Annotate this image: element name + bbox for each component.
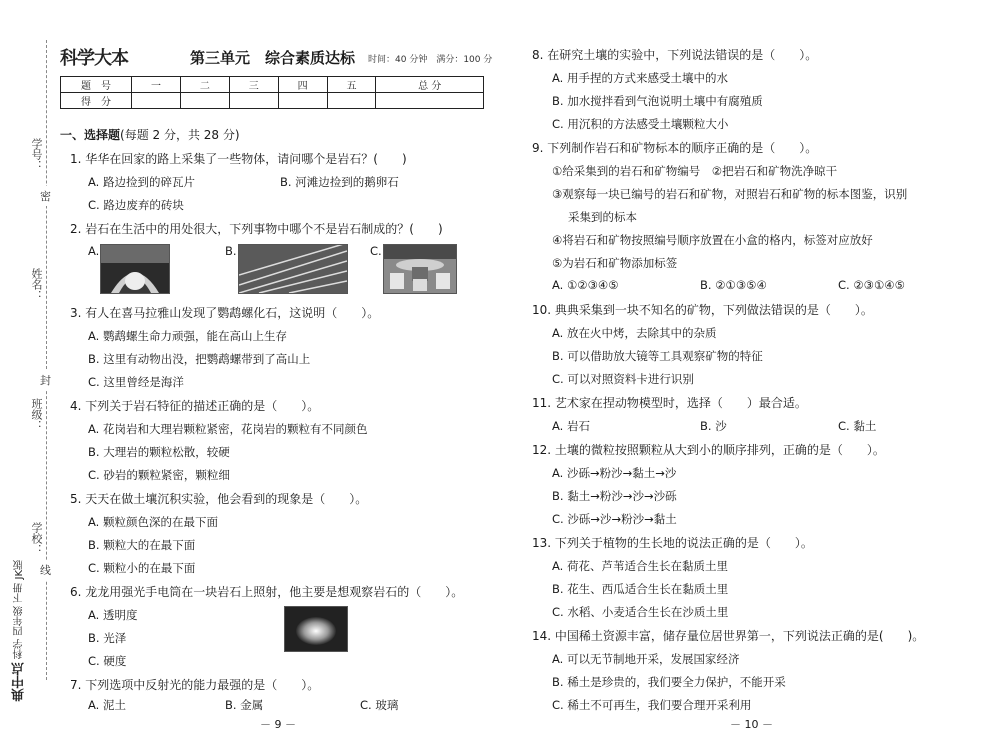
series-brand: 典中点 [12, 662, 27, 702]
question-10: 10. 典典采集到一块不知名的矿物，下列做法错误的是（ ）。 [532, 303, 873, 317]
section-note: (每题 2 分，共 28 分) [120, 128, 240, 142]
q11-option-b[interactable]: B. 沙 [700, 419, 727, 433]
q2-option-b[interactable]: B. [225, 244, 237, 258]
q7-option-c[interactable]: C. 玻璃 [360, 698, 399, 712]
q10-option-b[interactable]: B. 可以借助放大镜等工具观察矿物的特征 [552, 349, 763, 363]
question-6: 6. 龙龙用强光手电筒在一块岩石上照射，他主要是想观察岩石的（ ）。 [70, 585, 464, 599]
page-title: 第三单元 综合素质达标 [190, 49, 356, 67]
student-name-label: 姓名： [30, 268, 43, 301]
q13-option-b[interactable]: B. 花生、西瓜适合生长在黏质土里 [552, 582, 729, 596]
q3-option-a[interactable]: A. 鹦鹉螺生命力顽强，能在高山上生存 [88, 329, 287, 343]
flashlight-rock-image [284, 606, 348, 652]
q3-option-b[interactable]: B. 这里有动物出没，把鹦鹉螺带到了高山上 [88, 352, 311, 366]
student-number-label: 学号： [30, 138, 43, 171]
score-input-cell[interactable] [376, 93, 484, 109]
question-8: 8. 在研究土壤的实验中，下列说法错误的是（ ）。 [532, 48, 818, 62]
score-cell: 得 分 [61, 93, 132, 109]
question-14: 14. 中国稀土资源丰富，储存量位居世界第一，下列说法正确的是( )。 [532, 629, 925, 643]
q14-option-b[interactable]: B. 稀土是珍贵的，我们要全力保护，不能开采 [552, 675, 786, 689]
score-input-cell[interactable] [229, 93, 278, 109]
q5-option-c[interactable]: C. 颗粒小的在最下面 [88, 561, 196, 575]
q9-step-line: ④将岩石和矿物按照编号顺序放置在小盒的格内，标签对应放好 [552, 233, 873, 247]
q9-step-line: 采集到的标本 [568, 210, 637, 224]
q12-option-a[interactable]: A. 沙砾→粉沙→黏土→沙 [552, 466, 677, 480]
series-label [10, 560, 29, 701]
section-heading [60, 126, 240, 143]
question-4: 4. 下列关于岩石特征的描述正确的是（ ）。 [70, 399, 320, 413]
question-7: 7. 下列选项中反射光的能力最强的是（ ）。 [70, 678, 320, 692]
score-cell: 二 [180, 77, 229, 93]
q5-option-a[interactable]: A. 颗粒颜色深的在最下面 [88, 515, 218, 529]
cut-mark-seal: 密 [40, 186, 51, 206]
q8-option-c[interactable]: C. 用沉积的方法感受土壤颗粒大小 [552, 117, 729, 131]
q12-option-b[interactable]: B. 黏土→粉沙→沙→沙砾 [552, 489, 677, 503]
q9-step-line: ⑤为岩石和矿物添加标签 [552, 256, 678, 270]
q6-option-c[interactable]: C. 硬度 [88, 654, 127, 668]
question-13: 13. 下列关于植物的生长地的说法正确的是（ ）。 [532, 536, 813, 550]
q8-option-a[interactable]: A. 用手捏的方式来感受土壤中的水 [552, 71, 728, 85]
question-11: 11. 艺术家在捏动物模型时，选择（ ）最合适。 [532, 396, 807, 410]
score-cell: 四 [278, 77, 327, 93]
q9-option-a[interactable]: A. ①②③④⑤ [552, 278, 619, 292]
question-1: 1. 华华在回家的路上采集了一些物体，请问哪个是岩石？( ) [70, 152, 407, 166]
q12-option-c[interactable]: C. 沙砾→沙→粉沙→黏土 [552, 512, 677, 526]
question-5: 5. 天天在做土壤沉积实验，他会看到的现象是（ ）。 [70, 492, 368, 506]
question-12: 12. 土壤的微粒按照颗粒从大到小的顺序排列，正确的是（ ）。 [532, 443, 885, 457]
stone-bridge-image [100, 244, 170, 294]
q8-option-b[interactable]: B. 加水搅拌看到气泡说明土壤中有腐殖质 [552, 94, 763, 108]
q5-option-b[interactable]: B. 颗粒大的在最下面 [88, 538, 196, 552]
q2-option-c[interactable]: C. [370, 244, 382, 258]
class-label: 班级： [30, 398, 43, 431]
subject-logo: 科学大本 [60, 48, 128, 69]
q13-option-a[interactable]: A. 荷花、芦苇适合生长在黏质土里 [552, 559, 728, 573]
score-header-row [61, 77, 484, 93]
cut-line [46, 40, 47, 680]
cut-mark-seal2: 封 [40, 370, 51, 390]
q3-option-c[interactable]: C. 这里曾经是海洋 [88, 375, 184, 389]
page-number-right: － 10 － [730, 718, 773, 731]
q4-option-b[interactable]: B. 大理岩的颗粒松散，较硬 [88, 445, 230, 459]
stone-table-image [383, 244, 457, 294]
q7-option-b[interactable]: B. 金属 [225, 698, 264, 712]
q7-option-a[interactable]: A. 泥土 [88, 698, 126, 712]
score-input-cell[interactable] [132, 93, 181, 109]
q9-step-line: ①给采集到的岩石和矿物编号 ②把岩石和矿物洗净晾干 [552, 164, 838, 178]
q11-option-a[interactable]: A. 岩石 [552, 419, 590, 433]
q6-option-b[interactable]: B. 光泽 [88, 631, 127, 645]
q14-option-a[interactable]: A. 可以无节制地开采，发展国家经济 [552, 652, 740, 666]
q11-option-c[interactable]: C. 黏土 [838, 419, 877, 433]
score-cell: 三 [229, 77, 278, 93]
left-page [60, 0, 492, 754]
q1-option-b[interactable]: B. 河滩边捡到的鹅卵石 [280, 175, 399, 189]
school-label: 学校： [30, 522, 43, 555]
q10-option-c[interactable]: C. 可以对照资料卡进行识别 [552, 372, 694, 386]
series-text: 科学 四年级 下册 JK版 [14, 560, 25, 660]
running-track-image [238, 244, 348, 294]
score-cell: 题 号 [61, 77, 132, 93]
score-cell: 五 [327, 77, 376, 93]
q13-option-c[interactable]: C. 水稻、小麦适合生长在沙质土里 [552, 605, 729, 619]
q4-option-a[interactable]: A. 花岗岩和大理岩颗粒紧密，花岗岩的颗粒有不同颜色 [88, 422, 368, 436]
q6-option-a[interactable]: A. 透明度 [88, 608, 138, 622]
q9-option-b[interactable]: B. ②①③⑤④ [700, 278, 767, 292]
q9-step-line: ③观察每一块已编号的岩石和矿物，对照岩石和矿物的标本图鉴，识别 [552, 187, 908, 201]
q14-option-c[interactable]: C. 稀土不可再生，我们要合理开采利用 [552, 698, 752, 712]
question-9: 9. 下列制作岩石和矿物标本的顺序正确的是（ ）。 [532, 141, 818, 155]
q1-option-a[interactable]: A. 路边捡到的碎瓦片 [88, 175, 195, 189]
score-input-cell[interactable] [278, 93, 327, 109]
score-cell: 一 [132, 77, 181, 93]
q9-option-c[interactable]: C. ②③①④⑤ [838, 278, 905, 292]
score-table [60, 76, 484, 109]
section-title: 一、选择题 [60, 128, 121, 142]
score-input-cell[interactable] [327, 93, 376, 109]
right-page [532, 0, 972, 754]
binding-strip [0, 0, 56, 754]
question-2: 2. 岩石在生活中的用处很大，下列事物中哪个不是岩石制成的？( ) [70, 222, 443, 236]
q2-option-a[interactable]: A. [88, 244, 100, 258]
score-value-row [61, 93, 484, 109]
question-3: 3. 有人在喜马拉雅山发现了鹦鹉螺化石，这说明（ ）。 [70, 306, 380, 320]
page-number-left: － 9 － [260, 718, 296, 731]
exam-meta: 时间：40 分钟 满分：100 分 [368, 55, 493, 65]
cut-mark-line: 线 [40, 560, 51, 580]
q1-option-c[interactable]: C. 路边废弃的砖块 [88, 198, 184, 212]
q10-option-a[interactable]: A. 放在火中烤，去除其中的杂质 [552, 326, 717, 340]
score-input-cell[interactable] [180, 93, 229, 109]
score-cell: 总 分 [376, 77, 484, 93]
q4-option-c[interactable]: C. 砂岩的颗粒紧密，颗粒细 [88, 468, 230, 482]
